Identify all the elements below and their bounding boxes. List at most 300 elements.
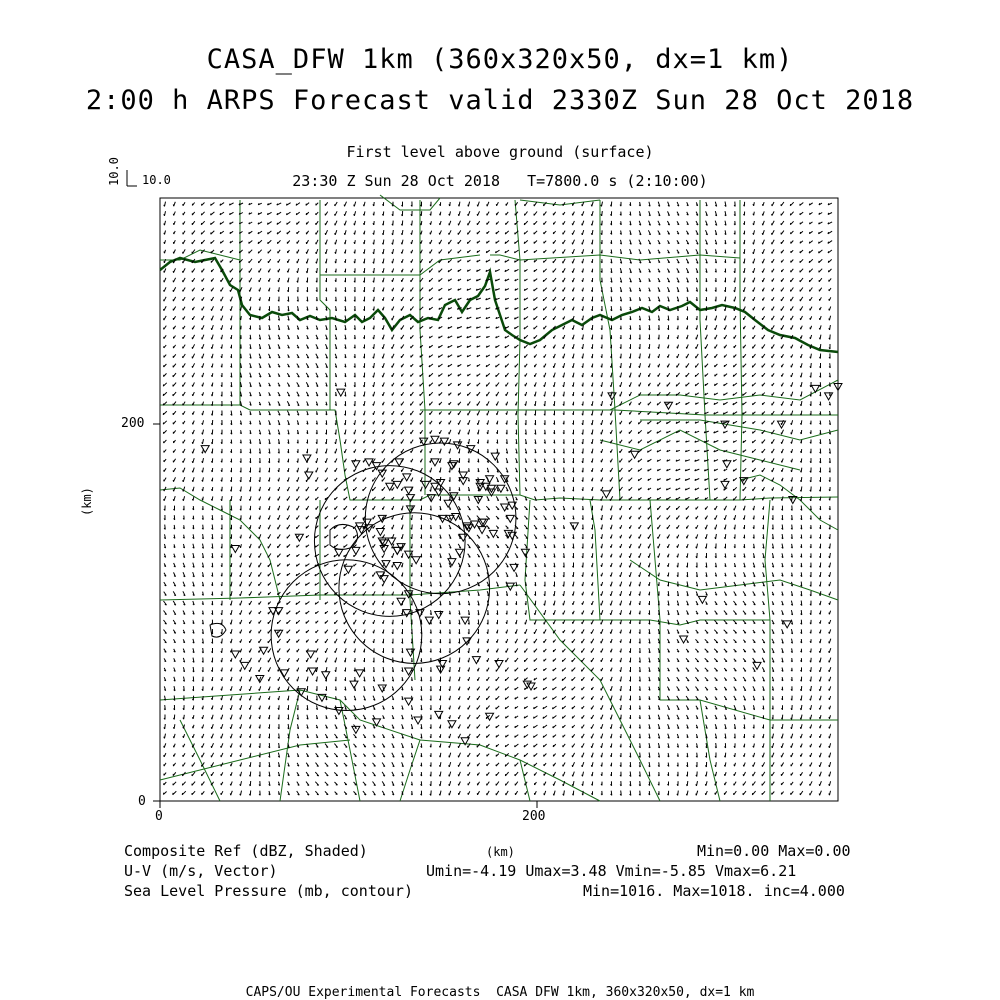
wind-vector-head (401, 252, 402, 254)
wind-vector-head (439, 452, 440, 454)
wind-vector-head (524, 242, 525, 244)
wind-vector-head (791, 480, 792, 482)
wind-vector-head (724, 489, 725, 491)
wind-vector-head (192, 471, 193, 473)
wind-vector-head (478, 509, 480, 510)
wind-vector-head (496, 346, 497, 348)
wind-vector-head (686, 394, 687, 396)
wind-vector-head (296, 204, 297, 206)
wind-vector-head (382, 394, 383, 396)
wind-vector-head (686, 498, 687, 500)
wind-vector-head (610, 404, 611, 406)
wind-vector-head (743, 290, 744, 292)
wind-vector-head (563, 357, 564, 359)
wind-vector-head (620, 376, 621, 378)
wind-vector-head (601, 470, 602, 472)
wind-vector-head (582, 214, 583, 216)
wind-vector-head (800, 356, 801, 358)
wind-vector-head (373, 385, 374, 387)
wind-vector-head (325, 452, 326, 454)
wind-vector-head (743, 518, 744, 520)
wind-vector-head (495, 270, 496, 272)
wind-vector-head (658, 356, 659, 358)
wind-vector-head (354, 233, 355, 235)
wind-vector-head (202, 404, 203, 406)
wind-vector-head (202, 433, 203, 435)
wind-vector-head (582, 309, 583, 311)
wind-vector-head (734, 450, 735, 452)
wind-vector-head (278, 386, 280, 387)
wind-vector-head (448, 280, 449, 282)
wind-vector-head (192, 480, 193, 482)
wind-vector-head (363, 432, 364, 434)
wind-vector-head (401, 243, 402, 245)
wind-vector-head (268, 499, 269, 501)
wind-vector-head (733, 470, 734, 472)
wind-vector-head (620, 385, 621, 387)
wind-vector-head (259, 490, 260, 492)
wind-vector-head (678, 253, 680, 254)
wind-vector-head (202, 452, 203, 454)
wind-vector-head (287, 213, 288, 215)
wind-vector-head (648, 441, 649, 443)
wind-vector-head (601, 451, 602, 453)
wind-vector-head (220, 232, 221, 234)
wind-vector-head (202, 499, 203, 501)
wind-vector-head (800, 337, 801, 339)
wind-vector-head (278, 480, 279, 482)
wind-vector-head (439, 365, 440, 367)
wind-vector-head (582, 252, 583, 254)
wind-vector-head (401, 518, 402, 520)
reference-vector-icon (127, 170, 137, 186)
wind-vector-head (335, 252, 336, 254)
wind-vector-head (429, 299, 430, 301)
wind-vector-head (676, 403, 677, 405)
wind-vector-head (733, 432, 734, 434)
wind-vector-head (173, 499, 174, 501)
wind-vector-head (733, 403, 734, 405)
ref-vector-y-label: 10.0 (107, 157, 121, 186)
wind-vector-head (468, 433, 469, 435)
wind-vector-head (582, 262, 583, 264)
wind-vector-head (743, 384, 744, 386)
wind-vector-head (382, 357, 383, 359)
wind-vector-head (591, 214, 592, 216)
wind-vector-head (677, 337, 678, 339)
wind-vector-head (639, 366, 640, 368)
wind-vector-head (762, 204, 763, 206)
wind-vector-head (202, 394, 203, 396)
wind-vector-head (781, 499, 782, 501)
wind-vector-head (676, 489, 677, 491)
wind-vector-head (496, 242, 497, 244)
wind-vector-head (535, 509, 537, 510)
wind-vector-head (439, 375, 440, 377)
wind-vector-head (392, 527, 393, 529)
wind-vector-head (724, 518, 725, 520)
wind-vector-head (516, 499, 518, 500)
wind-vector-head (601, 414, 602, 416)
wind-vector-head (534, 280, 535, 282)
wind-vector-head (829, 319, 830, 321)
wind-vector-head (506, 413, 507, 415)
wind-vector-head (819, 232, 820, 234)
wind-vector-head (810, 213, 811, 215)
wind-vector-head (638, 479, 639, 481)
wind-vector-head (781, 461, 782, 463)
wind-vector-head (202, 375, 203, 377)
wind-vector-head (658, 365, 659, 367)
wind-vector-head (468, 374, 469, 376)
wind-vector-head (401, 261, 402, 263)
wind-vector-head (534, 289, 535, 291)
wind-vector-head (743, 422, 744, 424)
wind-vector-head (791, 470, 792, 472)
chart-title-line2: 2:00 h ARPS Forecast valid 2330Z Sun 28 Oct 2018 (85, 85, 915, 116)
wind-vector-head (220, 223, 221, 225)
wind-vector-head (363, 423, 364, 425)
wind-vector-head (668, 262, 670, 263)
wind-vector-head (724, 479, 725, 481)
wind-vector-head (743, 403, 744, 405)
wind-vector-head (211, 347, 212, 349)
wind-vector-head (800, 232, 801, 234)
wind-vector-head (325, 461, 326, 463)
wind-vector-head (192, 490, 193, 492)
wind-vector-head (743, 441, 744, 443)
wind-vector-head (667, 413, 668, 415)
wind-vector-head (249, 242, 250, 244)
wind-vector-head (734, 309, 735, 311)
wind-vector-head (791, 375, 792, 377)
wind-vector-head (734, 518, 735, 520)
wind-vector-head (762, 233, 763, 235)
wind-vector-head (810, 347, 811, 349)
wind-vector-head (164, 233, 165, 235)
wind-vector-head (676, 498, 677, 500)
wind-vector-head (458, 205, 459, 207)
wind-vector-head (666, 498, 667, 500)
wind-vector-head (183, 499, 184, 501)
wind-vector-head (734, 300, 735, 302)
axis-ticks (153, 424, 537, 808)
wind-vector-head (429, 318, 430, 320)
wind-vector-head (763, 508, 764, 510)
wind-vector-head (639, 375, 640, 377)
wind-vector-head (515, 261, 516, 263)
wind-vector-head (810, 337, 811, 339)
wind-vector-head (601, 205, 602, 207)
wind-vector-head (467, 270, 468, 272)
wind-vector-head (591, 404, 592, 406)
wind-vector-head (458, 365, 459, 367)
wind-vector-head (439, 223, 440, 225)
wind-vector-head (469, 509, 471, 510)
wind-vector-head (648, 460, 649, 462)
wind-vector-head (524, 261, 525, 263)
wind-vector-head (344, 224, 345, 226)
wind-vector-head (753, 233, 754, 235)
wind-vector-head (545, 519, 547, 520)
wind-vector-head (458, 261, 459, 263)
wind-vector-head (344, 243, 345, 245)
wind-vector-head (762, 214, 763, 216)
wind-vector-head (192, 499, 193, 501)
wind-vector-head (486, 356, 487, 358)
wind-vector-head (239, 242, 240, 244)
wind-vector-head (601, 404, 602, 406)
wind-vector-head (382, 318, 383, 320)
wind-vector-head (572, 299, 573, 301)
wind-vector-head (505, 346, 506, 348)
wind-vector-head (249, 222, 250, 224)
wind-vector-head (277, 213, 278, 215)
wind-vector-head (420, 233, 421, 235)
wind-vector-head (572, 318, 573, 320)
wind-vector-head (298, 367, 300, 368)
wind-vector-head (724, 309, 725, 311)
wind-vector-head (582, 299, 583, 301)
wind-vector-head (477, 205, 478, 207)
wind-vector-head (468, 205, 469, 207)
wind-vector-head (724, 319, 725, 321)
wind-vector-head (392, 262, 393, 264)
wind-vector-head (230, 232, 231, 234)
wind-vector-head (695, 384, 696, 386)
wind-vector-head (354, 224, 355, 226)
wind-vector-head (496, 413, 497, 415)
wind-vector-head (459, 509, 461, 510)
wind-vector-head (429, 356, 430, 358)
wind-vector-head (240, 300, 241, 302)
wind-vector-head (268, 290, 269, 292)
wind-vector-head (677, 243, 679, 244)
wind-vector-head (335, 233, 336, 235)
wind-vector-head (515, 346, 516, 348)
wind-vector-head (439, 308, 440, 310)
wind-vector-head (733, 394, 734, 396)
wind-vector-head (610, 376, 611, 378)
wind-vector-head (183, 480, 184, 482)
wind-vector-head (211, 204, 212, 206)
wind-vector-head (316, 262, 317, 264)
wind-vector-head (572, 309, 573, 311)
wind-vector-head (411, 252, 412, 254)
wind-vector-head (458, 279, 459, 281)
wind-vector-head (791, 395, 792, 397)
wind-vector-head (515, 327, 516, 329)
wind-vector-head (192, 461, 193, 463)
wind-vector-head (277, 223, 278, 225)
wind-vector-head (448, 270, 449, 272)
wind-vector-head (800, 366, 801, 368)
wind-vector-head (164, 252, 165, 254)
wind-vector-head (439, 299, 440, 301)
wind-vector-head (733, 460, 734, 462)
wind-vector-head (363, 414, 364, 416)
wind-vector-head (695, 394, 696, 396)
wind-vector-head (810, 328, 811, 330)
wind-vector-head (382, 366, 383, 368)
wind-vector-head (202, 366, 203, 368)
wind-vector-head (545, 509, 547, 510)
wind-vector-head (582, 357, 583, 359)
wind-vector-head (553, 376, 554, 378)
wind-vector-head (392, 271, 393, 273)
wind-vector-head (468, 260, 469, 262)
wind-vector-head (458, 214, 459, 216)
wind-vector-head (449, 452, 450, 454)
wind-vector-head (287, 480, 288, 482)
wind-vector-head (202, 480, 203, 482)
wind-vector-head (249, 232, 250, 234)
wind-vector-head (544, 385, 545, 387)
wind-vector-head (325, 252, 326, 254)
wind-vector-head (486, 251, 487, 253)
wind-vector-head (164, 224, 165, 226)
wind-vector-head (714, 394, 715, 396)
red-river-line (160, 258, 838, 352)
wind-vector-head (306, 262, 307, 264)
wind-vector-head (392, 252, 393, 254)
wind-vector-head (781, 489, 782, 491)
wind-vector-head (164, 261, 165, 263)
wind-vector-head (278, 489, 279, 491)
wind-vector-head (572, 357, 573, 359)
wind-vector-head (791, 423, 792, 425)
wind-vector-head (382, 299, 383, 301)
wind-vector-head (524, 289, 525, 291)
wind-vector-head (259, 518, 260, 520)
wind-vector-head (307, 367, 309, 368)
wind-vector-head (505, 261, 506, 263)
wind-vector-head (582, 243, 583, 245)
chart-title-line1: CASA_DFW 1km (360x320x50, dx=1 km) (206, 44, 794, 75)
wind-vector-head (298, 386, 300, 387)
wind-vector-head (620, 395, 621, 397)
wind-vector-head (696, 328, 697, 330)
wind-vector-head (401, 528, 402, 530)
wind-vector-head (278, 366, 280, 367)
wind-vector-head (202, 357, 203, 359)
wind-vector-head (306, 204, 307, 206)
wind-vector-head (448, 289, 449, 291)
wind-vector-head (753, 271, 754, 273)
wind-vector-head (582, 233, 583, 235)
wind-vector-head (401, 509, 402, 511)
wind-vector-head (516, 490, 518, 491)
wind-vector-head (601, 423, 602, 425)
wind-vector-head (667, 347, 668, 349)
wind-vector-head (677, 233, 679, 234)
wind-vector-head (506, 404, 507, 406)
wind-vector-head (828, 242, 829, 244)
wind-vector-head (743, 509, 744, 511)
wind-vector-head (696, 338, 697, 340)
wind-vector-head (658, 262, 660, 263)
wind-vector-head (373, 376, 374, 378)
wind-vector-head (743, 451, 744, 453)
wind-vector-head (791, 442, 792, 444)
wind-vector-head (211, 357, 212, 359)
wind-vector-head (743, 431, 744, 433)
wind-vector-head (286, 204, 287, 206)
wind-vector-head (800, 213, 801, 215)
wind-vector-head (715, 528, 716, 530)
wind-vector-head (601, 385, 602, 387)
wind-vector-head (439, 280, 440, 282)
wind-vector-head (382, 271, 383, 273)
wind-vector-head (676, 394, 677, 396)
wind-vector-head (648, 488, 649, 490)
wind-vector-head (515, 404, 516, 406)
wind-vector-head (307, 357, 309, 358)
wind-vector-head (515, 337, 516, 339)
wind-vector-head (791, 404, 792, 406)
wind-vector-head (535, 519, 537, 520)
wind-vector-head (211, 338, 212, 340)
wind-vector-head (819, 251, 820, 253)
wind-vector-head (819, 328, 820, 330)
wind-vector-head (591, 489, 592, 491)
wind-vector-head (601, 480, 602, 482)
wind-vector-head (810, 222, 811, 224)
wind-vector-head (221, 338, 222, 340)
wind-vector-head (809, 242, 810, 244)
wind-vector-head (800, 376, 801, 378)
wind-vector-head (278, 280, 279, 282)
county-borders (160, 195, 838, 801)
wind-vector-head (288, 386, 290, 387)
wind-vector-head (591, 470, 592, 472)
wind-vector-head (230, 309, 231, 311)
wind-vector-head (791, 414, 792, 416)
wind-vector-head (649, 262, 651, 263)
wind-vector-head (268, 232, 269, 234)
wind-vector-head (687, 234, 689, 235)
wind-vector-head (401, 270, 402, 272)
wind-vector-head (202, 442, 203, 444)
wind-vector-head (648, 432, 649, 434)
wind-vector-head (382, 328, 383, 330)
wind-vector-head (439, 384, 440, 386)
wind-vector-head (325, 262, 326, 264)
wind-vector-head (268, 489, 269, 491)
wind-vector-head (458, 442, 459, 444)
wind-vector-head (677, 347, 678, 349)
wind-vector-head (288, 366, 290, 367)
wind-vector-head (164, 214, 165, 216)
wind-vector-head (659, 234, 661, 235)
wind-vector-head (648, 470, 649, 472)
wind-vector-head (809, 204, 810, 206)
wind-vector-head (610, 518, 611, 520)
wind-vector-head (601, 461, 602, 463)
wind-vector-head (267, 223, 268, 225)
wind-vector-head (715, 384, 716, 386)
wind-vector-head (743, 413, 744, 415)
wind-vector-head (211, 328, 212, 330)
level-label: First level above ground (surface) (346, 143, 654, 161)
wind-vector-head (601, 433, 602, 435)
wind-vector-head (258, 232, 259, 234)
wind-vector-head (524, 251, 525, 253)
wind-vector-head (534, 308, 535, 310)
wind-vector-head (524, 327, 525, 329)
wind-vector-head (800, 204, 801, 206)
wind-vector-head (733, 384, 734, 386)
